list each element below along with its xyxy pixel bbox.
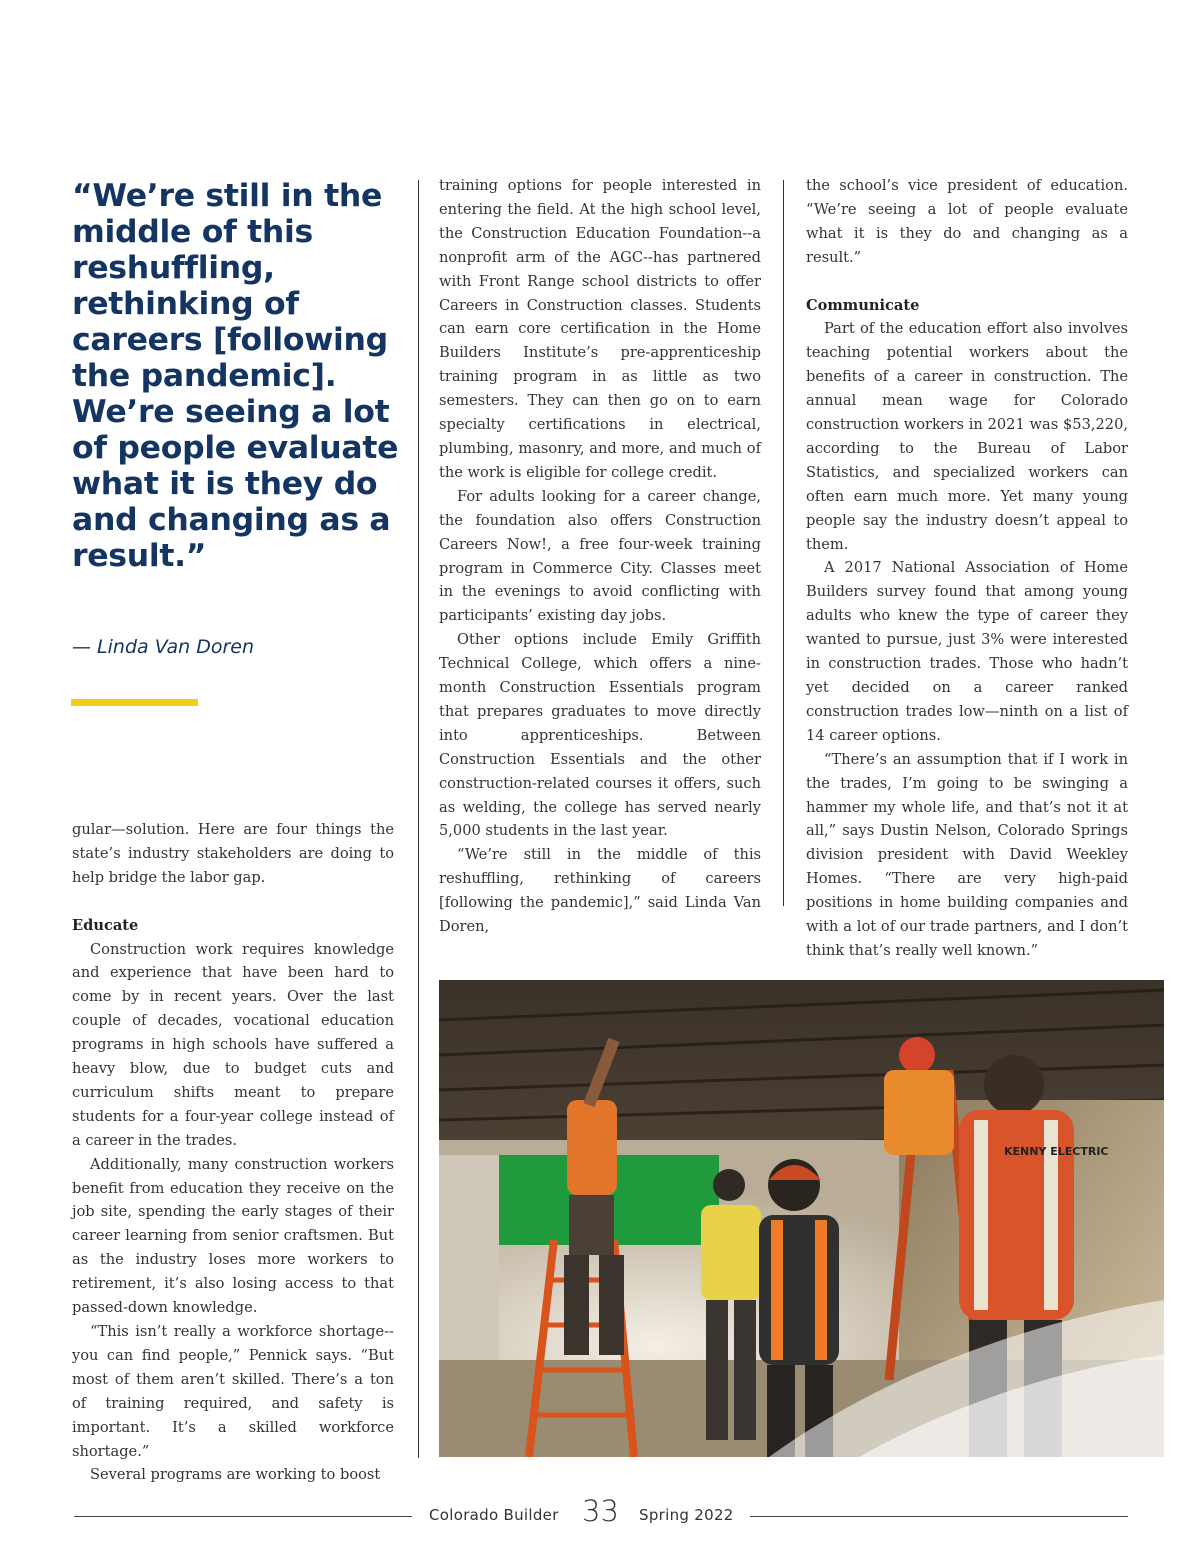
photo-illustration [439,980,1164,1457]
column-divider [418,180,419,1458]
body-paragraph: Several programs are working to boost [90,1466,381,1484]
pull-quote: “We’re still in the middle of this reshuffling, rethinking of careers [following the pandemic]. We’re seeing a lot of people evaluate what it is they do and changing as a result.” [72,178,399,574]
body-paragraph: A 2017 National Association of Home Builders survey found that among young adults who knew the type of career they wanted to pursue, just 3% were interested in construction trades. Those who hadn’t yet decided on a career ranked construction trades low—ninth on a list of 14 career options. [806,559,1128,744]
footer-publication: Colorado Builder [429,1506,559,1524]
vest-text: KENNY ELECTRIC [1004,1145,1109,1158]
article-column-3 [806,174,1128,963]
section-heading-communicate: Communicate [806,296,920,314]
construction-workers-photo [439,980,1164,1457]
footer-rule [74,1516,412,1517]
body-paragraph: “There’s an assumption that if I work in the trades, I’m going to be swinging a hammer my whole life, and that’s not it at all,” says Dustin Nelson, Colorado Springs division president with David Weekley Homes. “There are very high-paid positions in home building companies and with a lot of our trade partners, and I don’t think that’s really well known.” [806,750,1128,959]
body-paragraph: the school’s vice president of education. “We’re seeing a lot of people evaluate what it is they do and changing as a result.” [806,177,1128,266]
body-paragraph: Construction work requires knowledge and experience that have been hard to come by in recent years. Over the last couple of decades, vocational education programs in high schools have suffered a heavy blow, due to budget cuts and curriculum shifts meant to prepare students for a four-year college instead of a career in the trades. [72,940,394,1149]
article-column-1 [72,818,394,1487]
body-paragraph: “This isn’t really a workforce shortage--you can find people,” Pennick says. “But most of them aren’t skilled. There’s a ton of training required, and safety is important. It’s a skilled workforce shortage.” [72,1323,394,1460]
accent-rule [71,699,198,706]
body-paragraph: Other options include Emily Griffith Technical College, which offers a nine-month Construction Essentials program that prepares graduates to move directly into apprenticeships. Between Construction Essentials and the other construction-related courses it offers, such as welding, the college has served nearly 5,000 students in the last year. [439,631,761,840]
body-paragraph: “We’re still in the middle of this reshuffling, rethinking of careers [following the pandemic],” said Linda Van Doren, [439,846,761,936]
footer-page-number: 33 [582,1494,619,1528]
body-paragraph: training options for people interested in entering the field. At the high school level, the Construction Education Foundation--a nonprofit arm of the AGC--has partnered with Front Range school districts to offer Careers in Construction classes. Students can earn core certification in the Home Builders Institute’s pre-apprenticeship training program in as little as two semesters. They can then go on to earn specialty certifications in electrical, plumbing, masonry, and more, and much of the work is eligible for college credit. [439,177,761,481]
body-paragraph: Additionally, many construction workers benefit from education they receive on the job site, spending the early stages of their career learning from senior craftsmen. But as the industry loses more workers to retirement, it’s also losing access to that passed-down knowledge. [72,1155,394,1317]
footer-rule [750,1516,1128,1517]
column-divider [783,180,784,906]
section-heading-educate: Educate [72,916,139,934]
body-paragraph: Part of the education effort also involves teaching potential workers about the benefits of a career in construction. The annual mean wage for Colorado construction workers in 2021 was $53,220, according to the Bureau of Labor Statistics, and specialized workers can often earn much more. Yet many young people say the industry doesn’t appeal to them. [806,320,1128,553]
body-paragraph: For adults looking for a career change, the foundation also offers Construction Careers Now!, a free four-week training program in Commerce City. Classes meet in the evenings to avoid conflicting with participants’ existing day jobs. [439,487,761,625]
article-column-2 [439,174,761,939]
body-paragraph: gular—solution. Here are four things the state’s industry stakeholders are doing to help bridge the labor gap. [72,821,394,886]
pull-quote-attribution: — Linda Van Doren [72,636,254,658]
footer-issue: Spring 2022 [639,1506,734,1524]
